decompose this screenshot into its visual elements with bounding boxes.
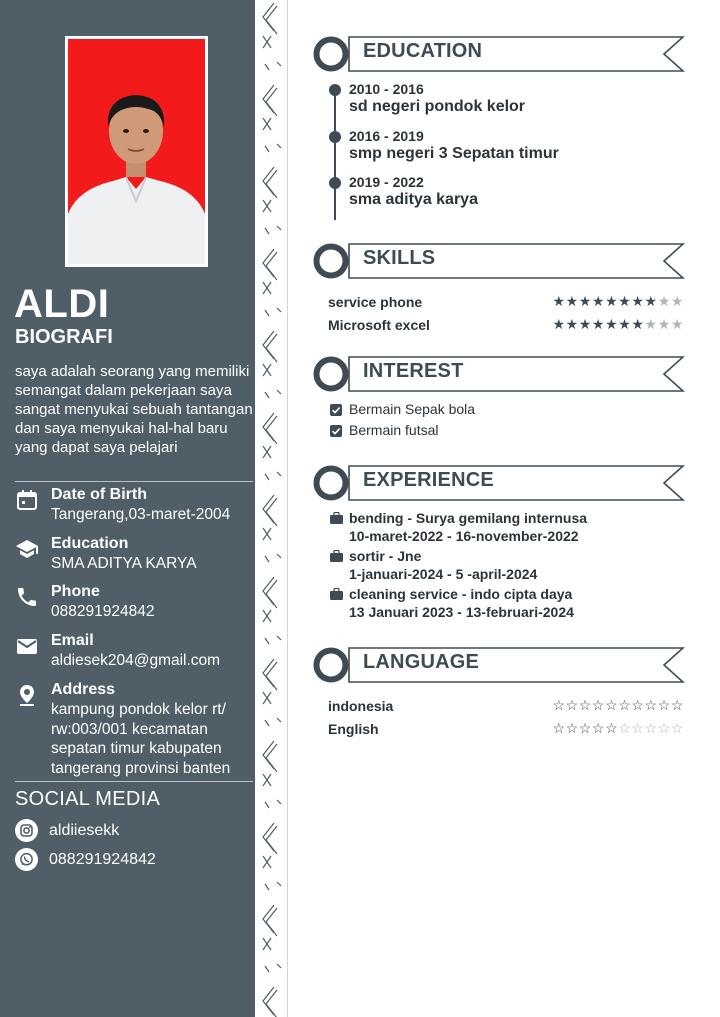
contact-value: Tangerang,03-maret-2004 — [51, 506, 231, 523]
briefcase-icon — [330, 550, 343, 562]
experience-title: cleaning service - indo cipta daya — [349, 586, 573, 602]
star-icon: ☆ — [578, 720, 592, 736]
star-icon: ☆ — [552, 720, 566, 736]
section-header-language — [313, 645, 685, 685]
star-icon: ★ — [631, 316, 645, 332]
experience-title: bending - Surya gemilang internusa — [349, 510, 588, 526]
skill-rating-stars — [552, 293, 684, 310]
candidate-name: ALDI — [14, 282, 110, 326]
star-icon: ☆ — [618, 720, 632, 736]
experience-dates: 13 Januari 2023 - 13-februari-2024 — [349, 604, 574, 620]
contact-phone — [15, 583, 255, 628]
timeline-dot — [329, 177, 341, 189]
star-icon: ☆ — [644, 697, 658, 713]
star-icon: ★ — [605, 293, 619, 309]
briefcase-icon — [330, 588, 343, 600]
language-row — [328, 720, 684, 740]
instagram-handle: aldiiesekk — [49, 822, 120, 839]
language-row — [328, 697, 684, 717]
star-icon: ★ — [591, 293, 606, 309]
timeline-dot — [329, 84, 341, 96]
contact-value: kampung pondok kelor rt/ rw:003/001 kecamatan sepatan timur kabupaten tangerang provinsi banten — [51, 701, 231, 777]
section-title: INTEREST — [363, 360, 464, 382]
star-icon: ★ — [670, 293, 684, 309]
star-icon: ☆ — [591, 720, 606, 736]
checkbox-icon — [330, 404, 342, 416]
star-icon: ★ — [565, 293, 579, 309]
interest-text: Bermain futsal — [349, 422, 439, 438]
mail-icon — [15, 634, 39, 658]
section-header-experience — [313, 463, 685, 503]
star-icon: ☆ — [605, 720, 619, 736]
contact-label: Address — [51, 681, 116, 698]
social-media-title: SOCIAL MEDIA — [15, 788, 161, 810]
section-title: SKILLS — [363, 247, 436, 269]
location-pin-icon — [15, 683, 39, 707]
skill-row — [328, 316, 684, 336]
divider — [15, 481, 253, 482]
briefcase-icon — [330, 512, 343, 524]
social-instagram[interactable] — [15, 819, 255, 843]
experience-title: sortir - Jne — [349, 548, 422, 564]
graduation-cap-icon — [15, 537, 39, 561]
education-years: 2019 - 2022 — [349, 174, 424, 190]
star-icon: ★ — [552, 316, 566, 332]
language-name: indonesia — [328, 698, 394, 714]
contact-label: Phone — [51, 583, 100, 600]
calendar-icon — [15, 488, 39, 512]
section-title: LANGUAGE — [363, 651, 480, 673]
star-icon: ☆ — [644, 720, 658, 736]
decorative-pattern-strip — [255, 0, 288, 1017]
star-icon: ☆ — [670, 720, 684, 736]
contact-value: SMA ADITYA KARYA — [51, 555, 197, 572]
contact-address — [15, 681, 255, 781]
bio-title: BIOGRAFI — [15, 326, 113, 348]
whatsapp-icon — [15, 848, 38, 871]
instagram-icon — [15, 819, 38, 842]
contact-value: 088291924842 — [51, 603, 155, 620]
language-rating-stars — [552, 697, 684, 714]
language-name: English — [328, 721, 379, 737]
star-icon: ☆ — [591, 697, 606, 713]
star-icon: ☆ — [605, 697, 619, 713]
education-school: sd negeri pondok kelor — [349, 98, 526, 115]
star-icon: ☆ — [631, 720, 645, 736]
sidebar — [0, 0, 255, 1017]
star-icon: ☆ — [670, 697, 684, 713]
timeline-dot — [329, 131, 341, 143]
star-icon: ★ — [618, 316, 632, 332]
skill-name: service phone — [328, 294, 423, 310]
contact-label: Date of Birth — [51, 486, 147, 503]
star-icon: ★ — [657, 293, 671, 309]
whatsapp-number: 088291924842 — [49, 851, 156, 868]
skill-rating-stars — [552, 316, 684, 333]
star-icon: ★ — [657, 316, 671, 332]
contact-education — [15, 535, 255, 580]
skill-name: Microsoft excel — [328, 317, 430, 333]
star-icon: ☆ — [552, 697, 566, 713]
education-years: 2010 - 2016 — [349, 81, 424, 97]
star-icon: ★ — [631, 293, 645, 309]
star-icon: ★ — [605, 316, 619, 332]
star-icon: ☆ — [565, 720, 579, 736]
star-icon: ☆ — [578, 697, 592, 713]
divider — [15, 781, 253, 782]
timeline-line — [334, 86, 336, 220]
star-icon: ★ — [565, 316, 579, 332]
star-icon: ★ — [578, 293, 592, 309]
education-school: smp negeri 3 Sepatan timur — [349, 145, 559, 162]
experience-dates: 1-januari-2024 - 5 -april-2024 — [349, 566, 538, 582]
star-icon: ★ — [552, 293, 566, 309]
star-icon: ★ — [591, 316, 606, 332]
star-icon: ☆ — [657, 697, 671, 713]
star-icon: ☆ — [618, 697, 632, 713]
checkbox-icon — [330, 425, 342, 437]
contact-value: aldiesek204@gmail.com — [51, 652, 221, 669]
star-icon: ★ — [578, 316, 592, 332]
section-title: EDUCATION — [363, 40, 483, 62]
star-icon: ★ — [644, 316, 658, 332]
experience-dates: 10-maret-2022 - 16-november-2022 — [349, 528, 579, 544]
contact-date-of-birth — [15, 486, 255, 531]
interest-text: Bermain Sepak bola — [349, 401, 476, 417]
social-whatsapp[interactable] — [15, 848, 255, 872]
skill-row — [328, 293, 684, 313]
bio-text: saya adalah seorang yang memiliki semangat dalam pekerjaan saya sangat menyukai sebuah tantangan dan saya menyukai hal-hal baru yang dapat saya pelajari — [15, 363, 253, 456]
star-icon: ★ — [644, 293, 658, 309]
star-icon: ★ — [618, 293, 632, 309]
section-header-skills — [313, 241, 685, 281]
profile-photo — [65, 36, 208, 267]
section-title: EXPERIENCE — [363, 469, 494, 491]
education-school: sma aditya karya — [349, 191, 478, 208]
star-icon: ☆ — [631, 697, 645, 713]
section-header-interest — [313, 354, 685, 394]
contact-email — [15, 632, 255, 677]
language-rating-stars — [552, 720, 684, 737]
star-icon: ★ — [670, 316, 684, 332]
contact-label: Education — [51, 535, 129, 552]
star-icon: ☆ — [657, 720, 671, 736]
contact-label: Email — [51, 632, 94, 649]
phone-icon — [15, 585, 39, 609]
section-header-education — [313, 34, 685, 74]
star-icon: ☆ — [565, 697, 579, 713]
education-years: 2016 - 2019 — [349, 128, 424, 144]
